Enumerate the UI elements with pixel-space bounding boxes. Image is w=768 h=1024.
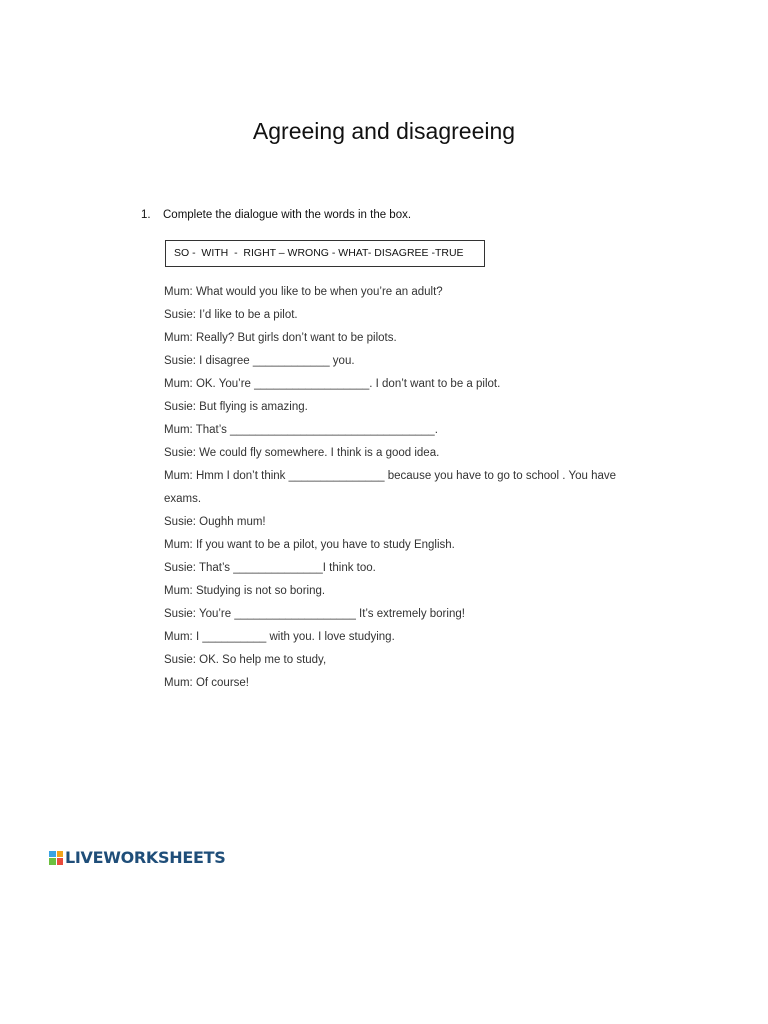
dialogue-line: Susie: You’re ___________________ It’s extremely boring! bbox=[164, 608, 465, 620]
dialogue-line: Susie: OK. So help me to study, bbox=[164, 654, 327, 666]
exercise-instruction bbox=[141, 209, 411, 221]
dialogue-line: exams. bbox=[164, 493, 202, 505]
dialogue-line: Susie: I disagree ____________ you. bbox=[164, 355, 355, 367]
dialogue bbox=[164, 283, 634, 697]
logo-grid-icon bbox=[49, 851, 63, 865]
page-title: Agreeing and disagreeing bbox=[252, 118, 516, 144]
dialogue-line: Mum: Hmm I don’t think _______________ because you have to go to school . You have bbox=[164, 470, 617, 482]
exercise-instruction-text: Complete the dialogue with the words in the box. bbox=[163, 209, 412, 221]
dialogue-line: Susie: Oughh mum! bbox=[164, 516, 266, 528]
dialogue-line: Mum: If you want to be a pilot, you have to study English. bbox=[164, 539, 455, 551]
dialogue-line: Mum: What would you like to be when you’re an adult? bbox=[164, 286, 443, 298]
dialogue-line: Susie: I’d like to be a pilot. bbox=[164, 309, 298, 321]
dialogue-line: Susie: We could fly somewhere. I think is a good idea. bbox=[164, 447, 440, 459]
liveworksheets-logo bbox=[49, 848, 225, 867]
word-box: SO - WITH - RIGHT – WRONG - WHAT- DISAGREE -TRUE bbox=[165, 240, 485, 267]
dialogue-line: Susie: That’s ______________I think too. bbox=[164, 562, 376, 574]
dialogue-line: Mum: Studying is not so boring. bbox=[164, 585, 326, 597]
dialogue-line: Mum: I __________ with you. I love studying. bbox=[164, 631, 395, 643]
dialogue-line: Susie: But flying is amazing. bbox=[164, 401, 308, 413]
exercise-number: 1. bbox=[141, 209, 151, 221]
logo-text: LIVEWORKSHEETS bbox=[65, 848, 226, 867]
dialogue-line: Mum: OK. You’re __________________. I don’t want to be a pilot. bbox=[164, 378, 501, 390]
dialogue-line: Mum: That’s ________________________________. bbox=[164, 424, 438, 436]
dialogue-line: Mum: Of course! bbox=[164, 677, 249, 689]
dialogue-line: Mum: Really? But girls don’t want to be pilots. bbox=[164, 332, 397, 344]
